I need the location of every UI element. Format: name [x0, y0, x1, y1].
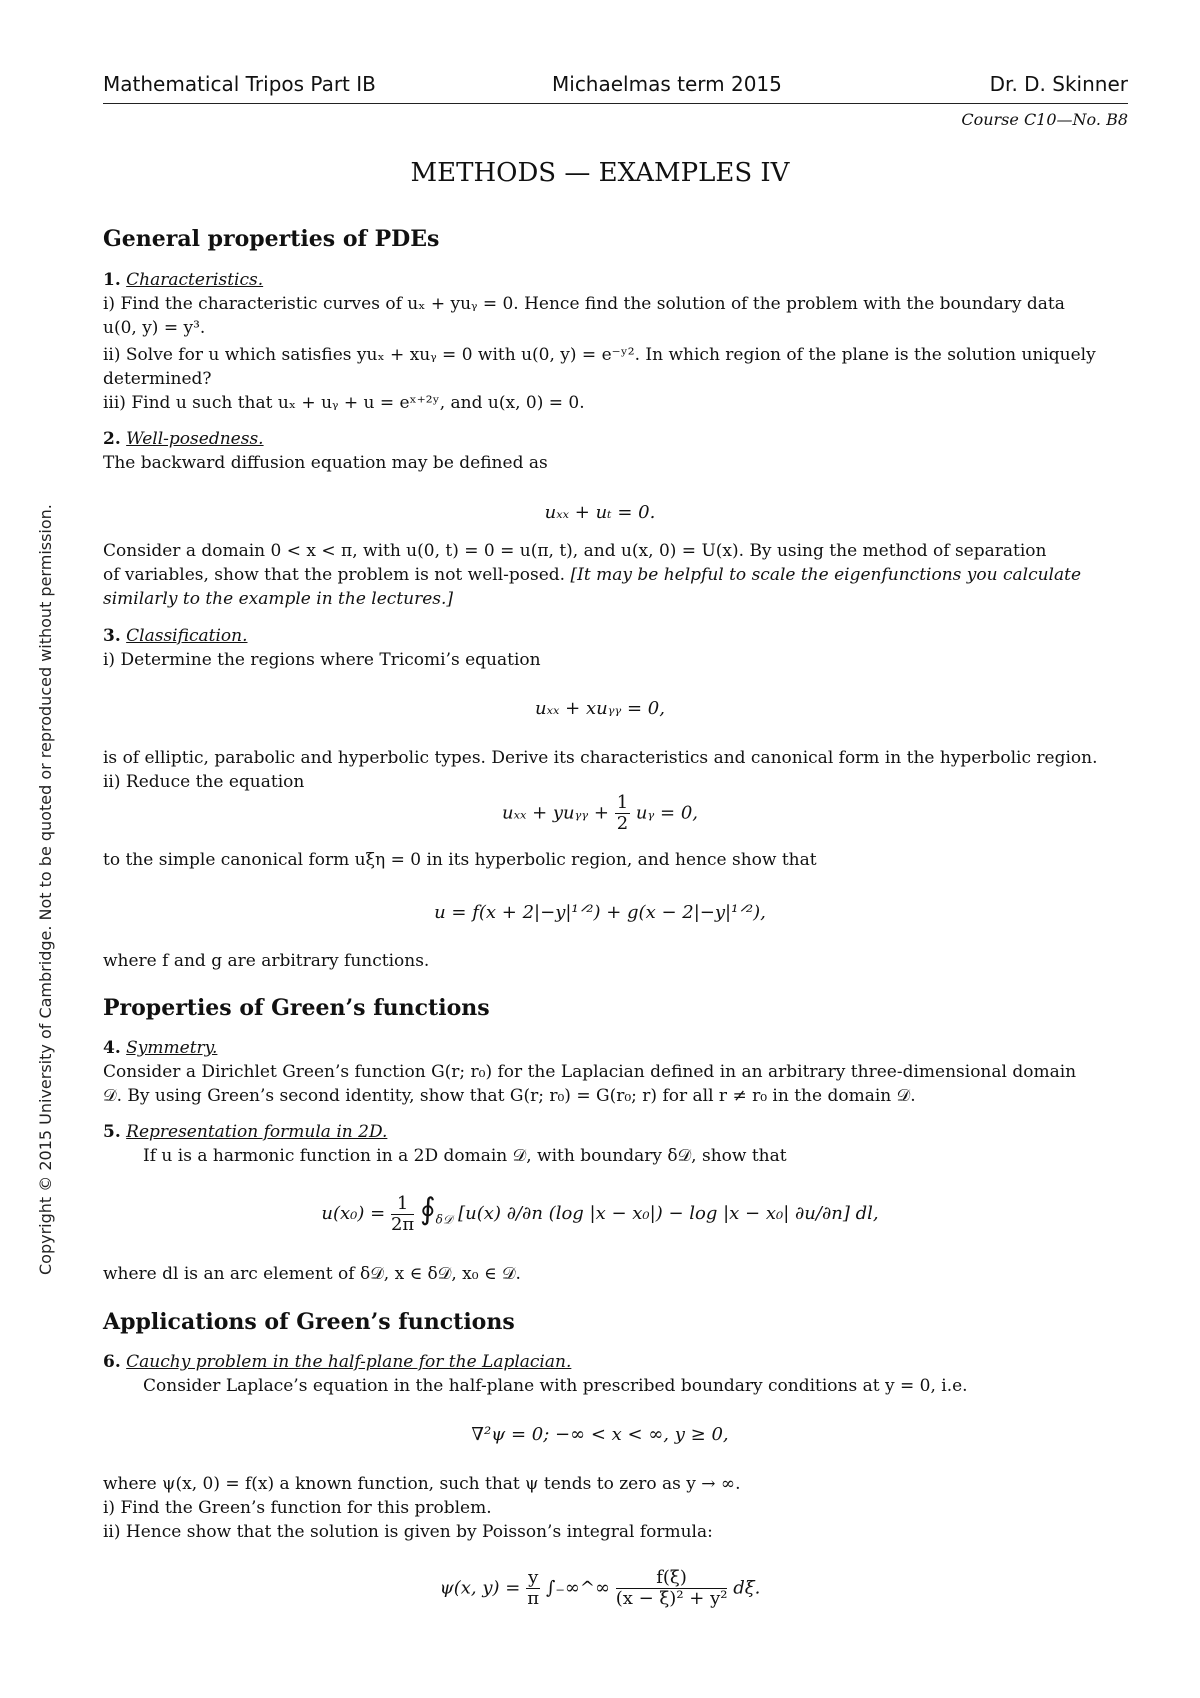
header-center: Michaelmas term 2015 [552, 72, 782, 96]
exercise-number: 2. [103, 429, 121, 449]
ex2-hint-cont [103, 589, 453, 609]
eq-part: uₓₓ + yuᵧᵧ + [501, 802, 609, 824]
ex3-part-ii: ii) Reduce the equation [103, 772, 305, 792]
ex6-intro: Consider Laplace’s equation in the half-plane with prescribed boundary conditions at y = 0, i.e. [143, 1376, 968, 1396]
page-title: METHODS — EXAMPLES IV [410, 158, 790, 188]
numerator: 1 [391, 1194, 414, 1215]
header-left: Mathematical Tripos Part IB [103, 72, 376, 96]
denominator: (x − ξ)² + y² [615, 1587, 728, 1609]
header-rule [103, 103, 1128, 104]
ex6-poisson-formula [0, 1568, 1200, 1609]
exercise-number: 3. [103, 626, 121, 646]
ex5-representation-formula [0, 1192, 1200, 1234]
eq-lhs: u(x₀) = [321, 1203, 386, 1224]
ex6-part-ii: ii) Hence show that the solution is given by Poisson’s integral formula: [103, 1522, 713, 1542]
ex1-part-i: i) Find the characteristic curves of uₓ + yuᵧ = 0. Hence find the solution of the problem with the boundary data [103, 294, 1065, 314]
ex3-canonical: to the simple canonical form uξη = 0 in its hyperbolic region, and hence show that [103, 850, 817, 870]
eq-part: uᵧ = 0, [635, 802, 698, 824]
integral-subscript: δ𝒟 [435, 1212, 453, 1227]
copyright-notice: Copyright © 2015 University of Cambridge. Not to be quoted or reproduced without permission. [36, 504, 55, 1275]
exercise-title: Characteristics. [126, 270, 264, 290]
ex5-intro: If u is a harmonic function in a 2D domain 𝒟, with boundary δ𝒟, show that [143, 1146, 787, 1166]
ex2-body: Consider a domain 0 < x < π, with u(0, t) = 0 = u(π, t), and u(x, 0) = U(x). By using the method of separation [103, 541, 1047, 561]
denominator: 2 [616, 812, 629, 834]
ex5-where: where dl is an arc element of δ𝒟, x ∈ δ𝒟, x₀ ∈ 𝒟. [103, 1264, 521, 1284]
ex3-part-i: i) Determine the regions where Tricomi’s equation [103, 650, 541, 670]
ex1-part-ii: ii) Solve for u which satisfies yuₓ + xuᵧ = 0 with u(0, y) = e⁻ʸ². In which region of the plane is the solution uniquely [103, 345, 1096, 365]
ex4-text: Consider a Dirichlet Green’s function G(r; r₀) for the Laplacian defined in an arbitrary three-dimensional domain [103, 1062, 1077, 1082]
contour-integral-sign: ∮ [419, 1192, 436, 1227]
header-right: Dr. D. Skinner [989, 72, 1128, 96]
exercise-5-heading [103, 1122, 387, 1142]
fraction [526, 1568, 540, 1609]
exercise-number: 1. [103, 270, 121, 290]
exercise-number: 5. [103, 1122, 121, 1142]
fraction [616, 1568, 728, 1609]
integral-sign: ∫₋∞^∞ [546, 1577, 610, 1599]
ex3-where: where f and g are arbitrary functions. [103, 951, 430, 971]
ex1-part-iii: iii) Find u such that uₓ + uᵧ + u = eˣ⁺²ʸ, and u(x, 0) = 0. [103, 393, 585, 413]
ex3-solution-equation: u = f(x + 2|−y|¹ᐟ²) + g(x − 2|−y|¹ᐟ²), [434, 902, 766, 923]
section-heading: Applications of Green’s functions [103, 1309, 515, 1335]
ex1-part-ii-cont: determined? [103, 369, 212, 389]
exercise-number: 4. [103, 1038, 121, 1058]
integrand: [u(x) ∂/∂n (log |x − x₀|) − log |x − x₀| ∂u/∂n] dl, [458, 1203, 879, 1224]
numerator: 1 [616, 792, 629, 813]
exercise-title: Cauchy problem in the half-plane for the Laplacian. [126, 1352, 572, 1372]
exercise-number: 6. [103, 1352, 121, 1372]
ex2-hint-text: similarly to the example in the lectures.] [103, 589, 454, 609]
ex4-text-cont: 𝒟. By using Green’s second identity, show that G(r; r₀) = G(r₀; r) for all r ≠ r₀ in the domain 𝒟. [103, 1086, 916, 1106]
ex2-body-cont [103, 565, 1081, 585]
exercise-title: Classification. [126, 626, 248, 646]
exercise-1-heading [103, 270, 263, 290]
fraction [391, 1194, 414, 1235]
eq-lhs: ψ(x, y) = [439, 1577, 521, 1599]
denominator: π [527, 1587, 540, 1609]
exercise-title: Representation formula in 2D. [126, 1122, 388, 1142]
ex2-hint: [It may be helpful to scale the eigenfunctions you calculate [570, 565, 1081, 585]
ex3-tricomi-equation: uₓₓ + xuᵧᵧ = 0, [535, 698, 665, 719]
ex6-part-i: i) Find the Green’s function for this problem. [103, 1498, 492, 1518]
fraction [615, 793, 630, 834]
denominator: 2π [390, 1213, 415, 1235]
exercise-4-heading [103, 1038, 217, 1058]
section-heading: Properties of Green’s functions [103, 995, 490, 1021]
numerator: f(ξ) [616, 1568, 728, 1589]
exercise-title: Well-posedness. [126, 429, 264, 449]
ex3-types: is of elliptic, parabolic and hyperbolic types. Derive its characteristics and canonical form in the hyperbolic region. [103, 748, 1098, 768]
ex2-intro: The backward diffusion equation may be defined as [103, 453, 548, 473]
exercise-3-heading [103, 626, 247, 646]
ex1-part-i-cont: u(0, y) = y³. [103, 318, 206, 338]
course-code: Course C10—No. B8 [961, 110, 1128, 129]
exercise-6-heading [103, 1352, 571, 1372]
numerator: y [528, 1567, 539, 1588]
ex3-reduce-equation [0, 793, 1200, 834]
exercise-2-heading [103, 429, 264, 449]
ex2-body-text: of variables, show that the problem is not well-posed. [103, 565, 566, 585]
eq-tail: dξ. [733, 1577, 761, 1599]
ex6-laplace-equation: ∇²ψ = 0; −∞ < x < ∞, y ≥ 0, [471, 1424, 729, 1445]
section-heading: General properties of PDEs [103, 226, 440, 252]
ex2-equation: uₓₓ + uₜ = 0. [544, 502, 656, 523]
exercise-title: Symmetry. [126, 1038, 218, 1058]
ex6-where: where ψ(x, 0) = f(x) a known function, such that ψ tends to zero as y → ∞. [103, 1474, 741, 1494]
